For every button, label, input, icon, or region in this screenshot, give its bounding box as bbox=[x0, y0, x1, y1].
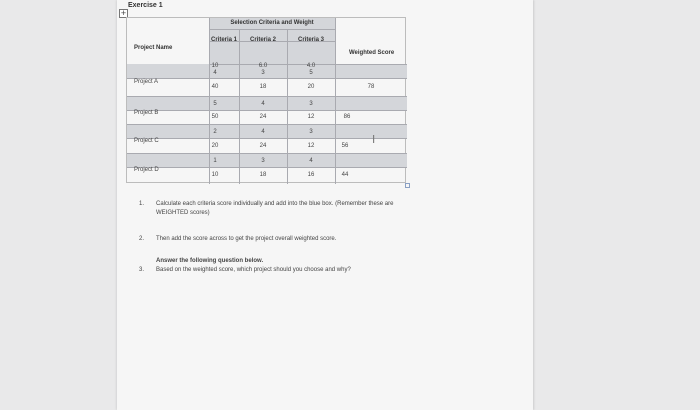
rating-cell: 4 bbox=[213, 70, 217, 76]
rating-cell: 4 bbox=[261, 101, 265, 107]
instruction-number: 2. bbox=[138, 236, 144, 242]
criteria-2-weight: 6.0 bbox=[258, 63, 268, 69]
rating-cell: 2 bbox=[213, 129, 217, 135]
score-cell[interactable]: 24 bbox=[259, 143, 267, 149]
grid-line bbox=[127, 78, 407, 79]
score-cell[interactable]: 24 bbox=[259, 114, 267, 120]
table-move-handle-icon[interactable]: + bbox=[120, 8, 127, 18]
rating-cell: 3 bbox=[309, 101, 313, 107]
grid-line bbox=[209, 18, 210, 184]
weighted-score-header: Weighted Score bbox=[349, 50, 395, 56]
criteria-1-header: Criteria 1 bbox=[210, 37, 238, 43]
blue-box-band bbox=[127, 124, 407, 138]
score-cell[interactable]: 20 bbox=[307, 84, 315, 90]
instruction-1-line-1: Calculate each criteria score individually and add into the blue box. (Remember these are bbox=[156, 201, 394, 207]
exercise-title: Exercise 1 bbox=[128, 2, 163, 9]
rating-cell: 4 bbox=[261, 129, 265, 135]
table-resize-handle-icon[interactable] bbox=[405, 183, 410, 188]
weighted-score-cell[interactable]: 78 bbox=[367, 84, 375, 90]
rating-cell: 5 bbox=[213, 101, 217, 107]
instruction-number: 3. bbox=[138, 267, 144, 273]
criteria-3-weight: 4.0 bbox=[306, 63, 316, 69]
rating-cell: 3 bbox=[261, 158, 265, 164]
weighted-score-cell[interactable]: 44 bbox=[341, 172, 349, 178]
criteria-1-weight: 10 bbox=[211, 63, 219, 69]
score-cell[interactable]: 18 bbox=[259, 172, 267, 178]
grid-line bbox=[127, 167, 407, 168]
project-name: Project C bbox=[134, 138, 159, 144]
score-cell[interactable]: 50 bbox=[211, 114, 219, 120]
grid-line bbox=[209, 29, 335, 30]
score-cell[interactable]: 10 bbox=[211, 172, 219, 178]
grid-line bbox=[127, 110, 407, 111]
answer-heading: Answer the following question below. bbox=[156, 258, 264, 264]
score-cell[interactable]: 18 bbox=[259, 84, 267, 90]
rating-cell: 3 bbox=[261, 70, 265, 76]
score-cell[interactable]: 16 bbox=[307, 172, 315, 178]
blue-box-band bbox=[127, 96, 407, 110]
grid-line bbox=[127, 96, 407, 97]
grid-line bbox=[239, 29, 240, 184]
grid-line bbox=[127, 138, 407, 139]
score-cell[interactable]: 12 bbox=[307, 143, 315, 149]
grid-line bbox=[127, 124, 407, 125]
weighted-score-cell[interactable]: 86 bbox=[343, 114, 351, 120]
grid-line bbox=[287, 29, 288, 184]
group-header: Selection Criteria and Weight bbox=[230, 20, 314, 26]
instruction-number: 1. bbox=[138, 201, 144, 207]
rating-cell: 3 bbox=[309, 129, 313, 135]
project-name: Project B bbox=[134, 110, 159, 116]
score-cell[interactable]: 20 bbox=[211, 143, 219, 149]
rating-cell: 1 bbox=[213, 158, 217, 164]
selection-criteria-table bbox=[126, 17, 406, 183]
blue-box-band bbox=[127, 153, 407, 167]
project-name: Project A bbox=[134, 79, 159, 85]
instruction-2: Then add the score across to get the project overall weighted score. bbox=[156, 236, 337, 242]
rating-cell: 4 bbox=[309, 158, 313, 164]
criteria-2-header: Criteria 2 bbox=[249, 37, 277, 43]
grid-line bbox=[127, 153, 407, 154]
text-cursor-icon: I bbox=[372, 133, 376, 146]
grid-line bbox=[335, 18, 336, 184]
instruction-3: Based on the weighted score, which project should you choose and why? bbox=[156, 267, 351, 273]
rating-cell: 5 bbox=[309, 70, 313, 76]
score-cell[interactable]: 40 bbox=[211, 84, 219, 90]
weighted-score-cell[interactable]: 56 bbox=[341, 143, 349, 149]
project-name: Project D bbox=[134, 167, 159, 173]
score-cell[interactable]: 12 bbox=[307, 114, 315, 120]
criteria-3-header: Criteria 3 bbox=[297, 37, 325, 43]
project-name-header: Project Name bbox=[134, 45, 173, 51]
instruction-1-line-2: WEIGHTED scores) bbox=[156, 210, 210, 216]
